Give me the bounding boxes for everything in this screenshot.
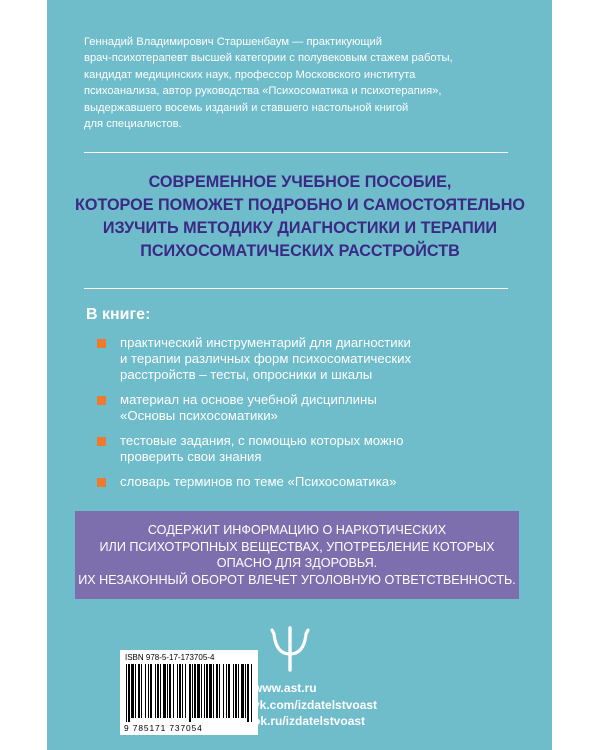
feature-line: материал на основе учебной дисциплины — [120, 392, 377, 407]
barcode-bar — [155, 664, 156, 718]
feature-item — [97, 335, 517, 383]
author-bio-line: выдержавшего восемь изданий и ставшего настольной книгой — [84, 101, 409, 114]
barcode-bar — [189, 664, 191, 722]
feature-line: тестовые задания, с помощью которых можно — [120, 433, 404, 448]
barcode-bar — [206, 664, 208, 718]
tagline — [60, 171, 540, 263]
barcode-bar — [157, 664, 159, 718]
barcode-bar — [241, 664, 244, 718]
barcode-bar — [185, 664, 186, 718]
barcode-bar — [247, 664, 249, 722]
author-bio-line: для специалистов. — [84, 118, 182, 131]
tagline-line: СОВРЕМЕННОЕ УЧЕБНОЕ ПОСОБИЕ, — [148, 173, 452, 191]
barcode-bar — [216, 664, 218, 718]
barcode-bar — [223, 664, 224, 718]
barcode-bar — [163, 664, 166, 718]
ok-link[interactable]: ok.ru/izdatelstvoast — [253, 714, 366, 728]
barcode-bar — [245, 664, 246, 718]
author-bio-line: кандидат медицинских наук, профессор Московского института — [84, 68, 416, 81]
feature-item — [97, 474, 517, 490]
tagline-line: ИЗУЧИТЬ МЕТОДИКУ ДИАГНОСТИКИ И ТЕРАПИИ — [102, 219, 498, 237]
author-bio-line: психоанализа, автор руководства «Психосоматика и психотерапия», — [84, 85, 442, 98]
drug-warning-text — [75, 522, 519, 588]
feature-line: проверить свои знания — [120, 449, 262, 464]
barcode-bar — [235, 664, 237, 718]
barcode-bar — [219, 664, 220, 718]
warning-line: ИХ НЕЗАКОННЫЙ ОБОРОТ ВЛЕЧЕТ УГОЛОВНУЮ ОТВЕТСТВЕННОСТЬ. — [78, 572, 516, 587]
barcode-bar — [228, 664, 230, 718]
tagline-line: ПСИХОСОМАТИЧЕСКИХ РАССТРОЙСТВ — [140, 242, 460, 260]
author-bio — [84, 34, 524, 132]
drug-warning-box — [75, 511, 519, 599]
publisher-links — [253, 680, 377, 730]
feature-list — [97, 335, 517, 499]
website-link[interactable]: www.ast.ru — [253, 681, 317, 695]
barcode-bar — [177, 664, 178, 718]
barcode-bar — [141, 664, 142, 718]
barcode-bar — [179, 664, 181, 718]
barcode-bar — [213, 664, 214, 718]
barcode-bar — [201, 664, 202, 718]
barcode-bars — [124, 664, 254, 722]
barcode-bar — [204, 664, 205, 718]
feature-line: словарь терминов по теме «Психосоматика» — [120, 474, 397, 489]
barcode-bar — [251, 664, 252, 722]
barcode-bar — [150, 664, 152, 718]
divider-middle — [84, 288, 508, 289]
barcode-bar — [135, 664, 136, 718]
barcode-bar — [194, 664, 196, 718]
barcode-bar — [126, 664, 127, 722]
feature-item — [97, 433, 517, 465]
psi-logo-icon — [268, 626, 312, 672]
warning-line: ОПАСНО ДЛЯ ЗДОРОВЬЯ. — [216, 556, 378, 570]
barcode-bar — [226, 664, 227, 718]
barcode-bar — [182, 664, 183, 718]
divider-top — [84, 152, 508, 153]
barcode-bar — [192, 664, 193, 718]
orange-square-bullet-icon — [97, 339, 106, 348]
barcode-digits: 9 785171 737054 — [124, 723, 203, 733]
barcode-bar — [131, 664, 134, 718]
isbn-number: ISBN 978-5-17-173705-4 — [125, 653, 215, 662]
barcode-bar — [169, 664, 171, 718]
feature-line: «Основы психосоматики» — [120, 408, 278, 423]
orange-square-bullet-icon — [97, 396, 106, 405]
barcode-bar — [160, 664, 161, 718]
in-book-heading: В книге: — [86, 306, 151, 323]
barcode-bar — [148, 664, 149, 718]
feature-line: практический инструментарий для диагностики — [120, 335, 411, 350]
isbn-barcode — [120, 650, 258, 735]
tagline-line: КОТОРОЕ ПОМОЖЕТ ПОДРОБНО И САМОСТОЯТЕЛЬНО — [75, 196, 525, 214]
barcode-bar — [128, 664, 130, 722]
barcode-bar — [238, 664, 239, 718]
barcode-bar — [173, 664, 174, 718]
barcode-bar — [145, 664, 146, 718]
barcode-bar — [138, 664, 140, 718]
feature-line: и терапии различных форм психосоматических — [120, 351, 412, 366]
warning-line: СОДЕРЖИТ ИНФОРМАЦИЮ О НАРКОТИЧЕСКИХ — [147, 523, 447, 537]
barcode-bar — [197, 664, 200, 718]
orange-square-bullet-icon — [97, 437, 106, 446]
feature-line: расстройств – тесты, опросники и шкалы — [120, 367, 373, 382]
vk-link[interactable]: vk.com/izdatelstvoast — [253, 697, 378, 712]
author-bio-line: врач-психотерапевт высшей категории с полувековым стажем работы, — [84, 52, 453, 65]
barcode-bar — [209, 664, 212, 718]
author-bio-line: Геннадий Владимирович Старшенбаум — практикующий — [84, 36, 383, 48]
orange-square-bullet-icon — [97, 478, 106, 487]
barcode-bar — [167, 664, 168, 718]
warning-line: ИЛИ ПСИХОТРОПНЫХ ВЕЩЕСТВАХ, УПОТРЕБЛЕНИЕ КОТОРЫХ — [99, 539, 495, 554]
feature-item — [97, 392, 517, 424]
barcode-bar — [233, 664, 234, 718]
